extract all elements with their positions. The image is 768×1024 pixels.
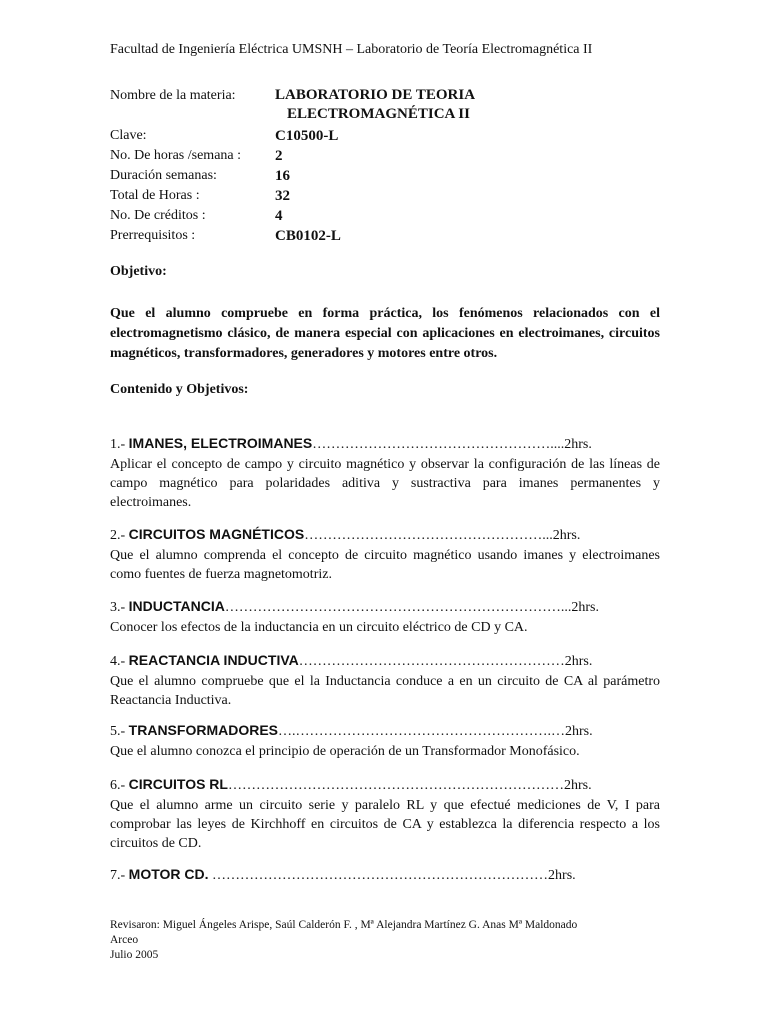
topic-number: 5.- (110, 724, 129, 739)
topic-leader: ………………………………………………… (298, 654, 565, 669)
topic-number: 4.- (110, 654, 129, 669)
page-footer (110, 918, 670, 963)
info-row-clave (110, 126, 670, 146)
topic-hours: 2hrs. (552, 528, 581, 543)
topic-hours: 2hrs. (563, 778, 592, 793)
topic-number: 2.- (110, 528, 129, 543)
topic-name: INDUCTANCIA (128, 598, 225, 614)
topic-description: Que el alumno conozca el principio de operación de un Transformador Monofásico. (110, 744, 580, 759)
footer-reviewers-cont: Arceo (110, 934, 139, 946)
info-row-credits (110, 206, 670, 226)
topic-leader: ……………………………………………………………… (227, 778, 564, 793)
info-value: 32 (275, 188, 290, 204)
topic-number: 1.- (110, 437, 129, 452)
footer-date: Julio 2005 (110, 949, 159, 961)
info-label: Prerrequisitos : (110, 228, 196, 243)
objective-text: Que el alumno compruebe en forma práctica, los fenómenos relacionados con el electromagnetismo clásico, de manera especial con aplicaciones en electroimanes, circuitos magnéticos, transformadores, generadores y motores entre otros. (110, 306, 660, 361)
topic-leader: ……………………………………………………………… (208, 868, 549, 883)
info-label: Clave: (110, 128, 147, 143)
info-row-hours-week (110, 146, 670, 166)
topic-name: TRANSFORMADORES (128, 722, 279, 738)
course-info (110, 86, 670, 246)
topic-heading (110, 650, 660, 672)
topic-number: 7.- (110, 868, 129, 883)
topic-hours: 2hrs. (571, 600, 599, 615)
topic-item (110, 774, 660, 853)
info-label: Duración semanas: (110, 168, 217, 183)
course-name-line2: ELECTROMAGNÉTICA II (287, 106, 470, 122)
footer-reviewers: Revisaron: Miguel Ángeles Arispe, Saúl Calderón F. , Mª Alejandra Martínez G. Anas Mª Maldonado (110, 919, 578, 931)
contents-heading: Contenido y Objetivos: (110, 382, 249, 397)
topic-leader: ….……………………………………………….… (278, 724, 566, 739)
info-row-total-hours (110, 186, 670, 206)
info-value: 16 (275, 168, 290, 184)
course-name-line1: LABORATORIO DE TEORIA (275, 87, 476, 103)
topic-name: IMANES, ELECTROIMANES (128, 435, 313, 451)
topic-item (110, 524, 660, 584)
topic-hours: 2hrs. (564, 437, 592, 452)
topic-heading (110, 596, 660, 618)
info-label: Nombre de la materia: (110, 88, 236, 103)
topic-description: Que el alumno comprenda el concepto de circuito magnético usando imanes y electroimanes como fuentes de fuerza magnetomotriz. (110, 548, 660, 582)
info-value: C10500-L (275, 128, 339, 144)
topic-number: 3.- (110, 600, 129, 615)
topic-description: Que el alumno arme un circuito serie y paralelo RL y que efectué mediciones de V, I para comprobar las leyes de Kirchhoff en circuitos de CA y establezca la diferencia respecto a los circuitos de CD. (110, 798, 660, 851)
topic-leader: …………………………………………….... (312, 437, 565, 452)
topic-heading (110, 864, 660, 886)
info-label: Total de Horas : (110, 188, 200, 203)
topic-hours: 2hrs. (564, 654, 593, 669)
topic-item (110, 650, 660, 710)
topic-hours: 2hrs. (548, 868, 576, 883)
topic-leader: ……………………………………………... (304, 528, 553, 543)
topic-heading (110, 433, 660, 455)
info-label: No. De créditos : (110, 208, 206, 223)
topic-item (110, 433, 660, 512)
page-header: Facultad de Ingeniería Eléctrica UMSNH – Laboratorio de Teoría Electromagnética II (110, 42, 593, 57)
objective-heading: Objetivo: (110, 264, 167, 279)
topic-item (110, 864, 660, 886)
topic-description: Que el alumno compruebe que el la Inductancia conduce a en un circuito de CA al parámetro Reactancia Inductiva. (110, 674, 660, 708)
info-value: CB0102-L (275, 228, 341, 244)
info-row-weeks (110, 166, 670, 186)
info-value: 2 (275, 148, 283, 164)
topic-name: CIRCUITOS RL (128, 776, 228, 792)
topic-heading (110, 524, 660, 546)
topic-hours: 2hrs. (565, 724, 593, 739)
topic-name: CIRCUITOS MAGNÉTICOS (128, 526, 305, 542)
topic-heading (110, 720, 660, 742)
topic-item (110, 596, 660, 637)
topic-heading (110, 774, 660, 796)
topic-description: Conocer los efectos de la inductancia en un circuito eléctrico de CD y CA. (110, 620, 528, 635)
info-value (275, 86, 475, 126)
topic-description: Aplicar el concepto de campo y circuito magnético y observar la configuración de las líneas de campo magnético para polaridades aditiva y sustractiva para imanes permanentes y electroimanes. (110, 457, 660, 510)
topic-name: MOTOR CD. (128, 866, 209, 882)
topic-name: REACTANCIA INDUCTIVA (128, 652, 299, 668)
info-row-prerequisites (110, 226, 670, 246)
info-row-course-name (110, 86, 670, 126)
info-value: 4 (275, 208, 283, 224)
topic-item (110, 720, 660, 761)
info-label: No. De horas /semana : (110, 148, 242, 163)
topic-number: 6.- (110, 778, 129, 793)
topic-leader: ………………………………………………………………... (224, 600, 572, 615)
